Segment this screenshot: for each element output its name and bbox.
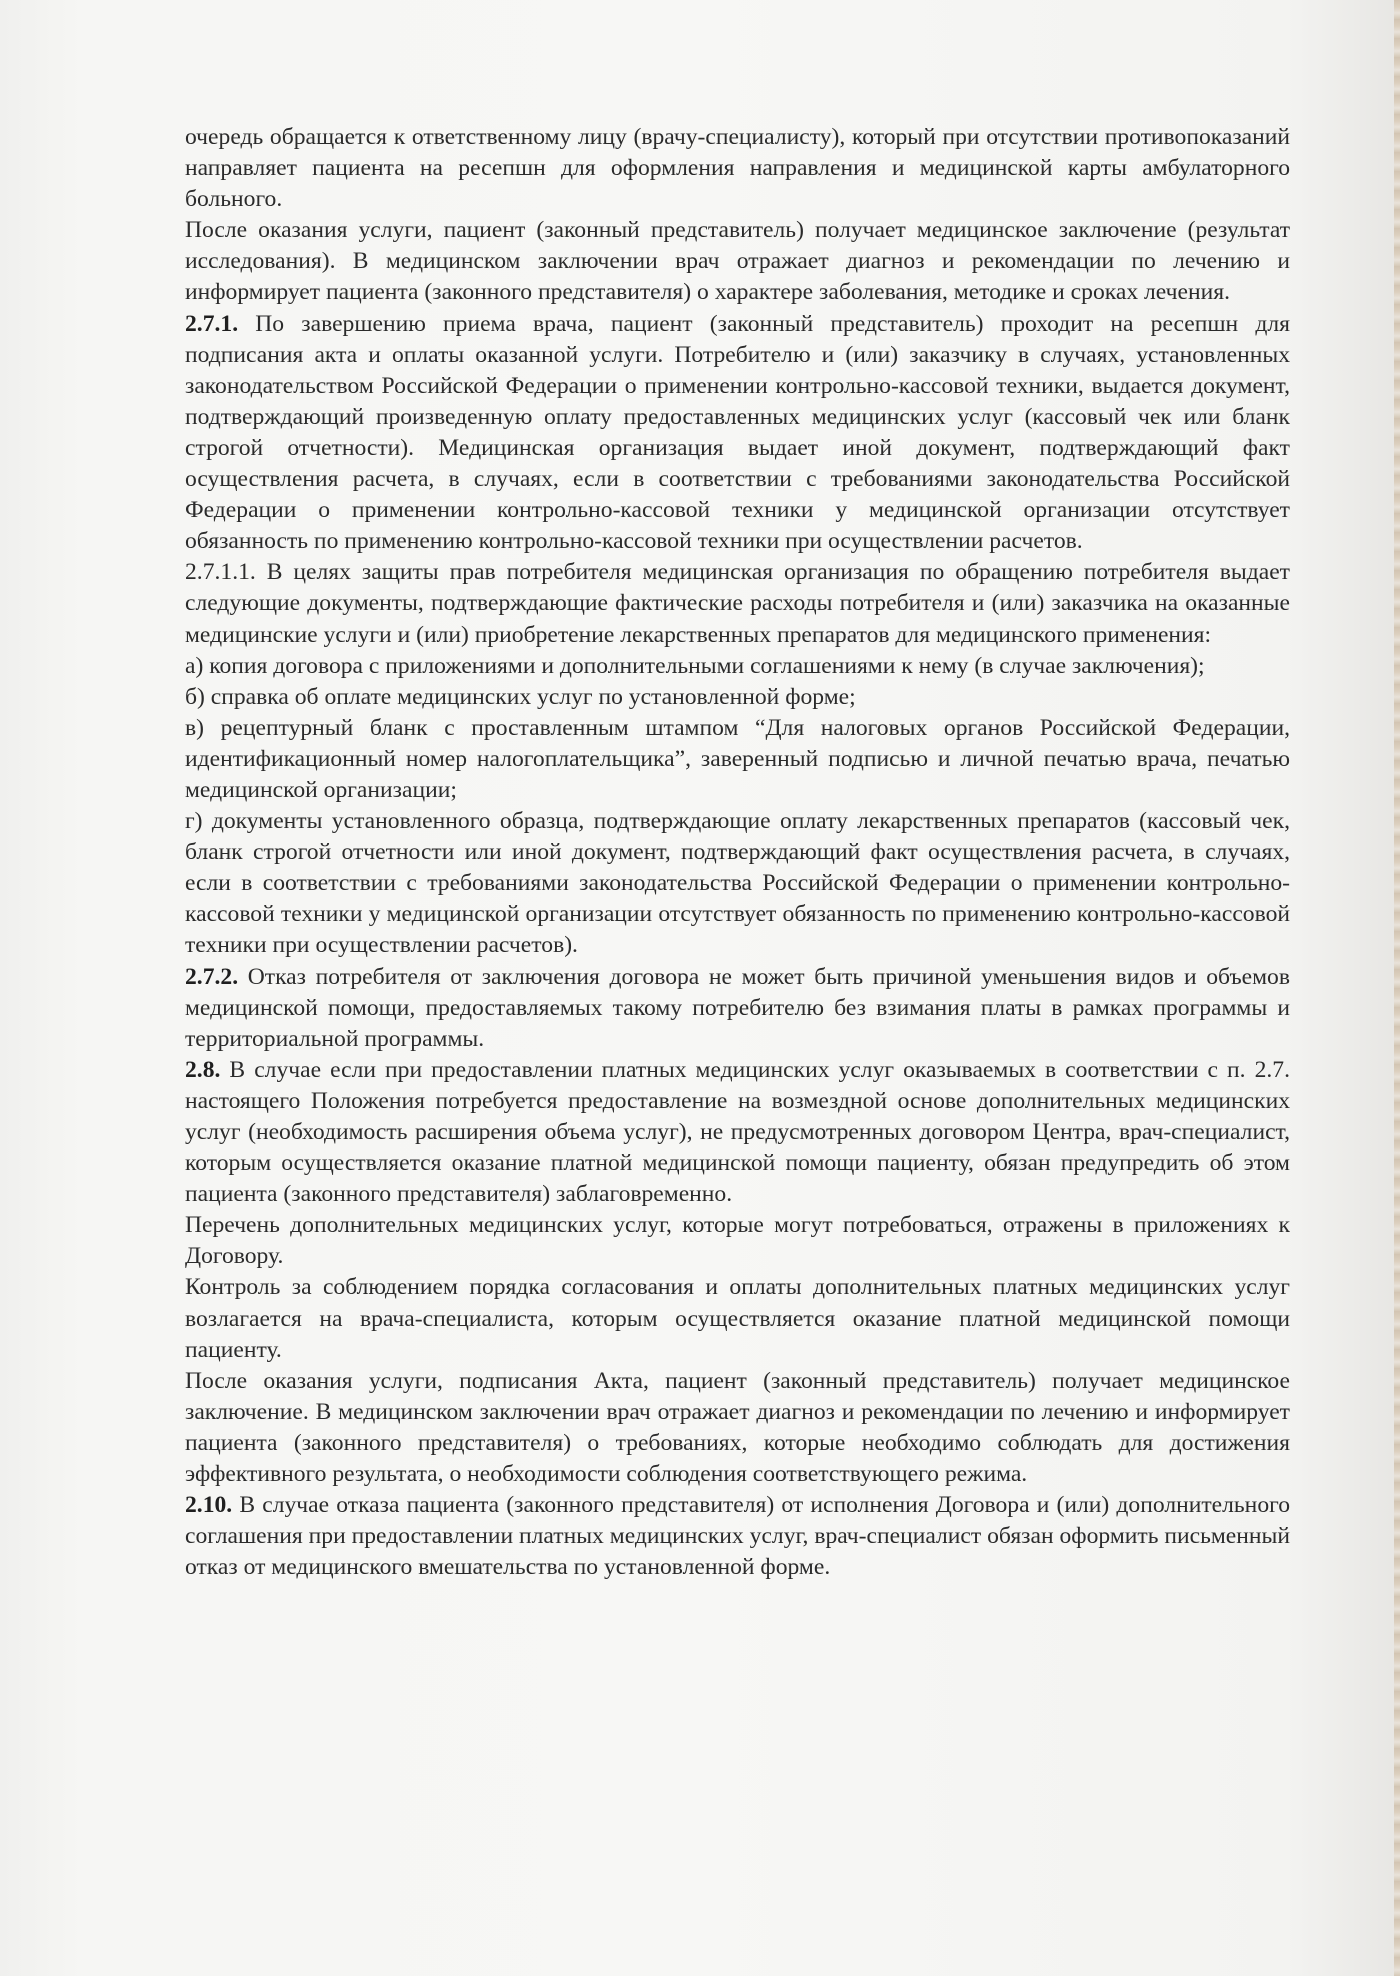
paragraph: После оказания услуги, пациент (законный представитель) получает медицинское заключение (результат исследования). В медицинском заключении врач отражает диагноз и рекомендации по лечению и информирует пациента (законного представителя) о характере заболевания, методике и сроках лечения. <box>185 217 1290 306</box>
page-edge <box>1394 0 1400 1976</box>
paragraph: очередь обращается к ответственному лицу (врачу-специалисту), который при отсутствии противопоказаний направляет пациента на ресепшн для оформления направления и медицинской карты амбулаторного больного. <box>185 124 1290 213</box>
paragraph-2-8: 2.8. В случае если при предоставлении платных медицинских услуг оказываемых в соответствии с п. 2.7. настоящего Положения потребуется предоставление на возмездной основе дополнительных медицинских услуг (необходимость расширения объема услуг), не предусмотренных договором Центра, врач-специалист, которым осуществляется оказание платной медицинской помощи пациенту, обязан предупредить об этом пациента (законного представителя) заблаговременно. <box>185 1056 1290 1208</box>
paragraph-2-7-1: 2.7.1. По завершению приема врача, пациент (законный представитель) проходит на ресепшн для подписания акта и оплаты оказанной услуги. Потребителю и (или) заказчику в случаях, установленных законодательством Российской Федерации о применении контрольно-кассовой техники, выдается документ, подтверждающий произведенную оплату предоставленных медицинских услуг (кассовый чек или бланк строгой отчетности). Медицинская организация выдает иной документ, подтверждающий факт осуществления расчета, в случаях, если в соответствии с требованиями законодательства Российской Федерации о применении контрольно-кассовой техники у медицинской организации отсутствует обязанность по применению контрольно-кассовой техники при осуществлении расчетов. <box>185 310 1290 555</box>
list-item-b: б) справка об оплате медицинских услуг по установленной форме; <box>185 683 856 710</box>
paragraph-2-7-2: 2.7.2. Отказ потребителя от заключения договора не может быть причиной уменьшения видов и объемов медицинской помощи, предоставляемых такому потребителю без взимания платы в рамках программы и территориальной программы. <box>185 963 1290 1052</box>
list-item-v: в) рецептурный бланк с проставленным штампом “Для налоговых органов Российской Федерации, идентификационный номер налогоплательщика”, заверенный подписью и личной печатью врача, печатью медицинской организации; <box>185 714 1290 803</box>
paragraph-2-7-1-1: 2.7.1.1. В целях защиты прав потребителя медицинская организация по обращению потребителя выдает следующие документы, подтверждающие фактические расходы потребителя и (или) заказчика на оказанные медицинские услуги и (или) приобретение лекарственных препаратов для медицинского применения: <box>185 559 1290 648</box>
clause-number: 2.7.2. <box>185 963 239 990</box>
paragraph: Контроль за соблюдением порядка согласования и оплаты дополнительных платных медицинских услуг возлагается на врача-специалиста, которым осуществляется оказание платной медицинской помощи пациенту. <box>185 1274 1290 1363</box>
list-item-a: а) копия договора с приложениями и дополнительными соглашениями к нему (в случае заключения); <box>185 652 1205 679</box>
document-body <box>185 122 1290 1583</box>
list-item-g: г) документы установленного образца, подтверждающие оплату лекарственных препаратов (кассовый чек, бланк строгой отчетности или иной документ, подтверждающий факт осуществления расчета, в случаях, если в соответствии с требованиями законодательства Российской Федерации о применении контрольно-кассовой техники у медицинской организации отсутствует обязанность по применению контрольно-кассовой техники при осуществлении расчетов). <box>185 808 1290 959</box>
clause-number: 2.10. <box>185 1492 233 1519</box>
clause-number: 2.8. <box>185 1056 221 1083</box>
paragraph-2-10: 2.10. В случае отказа пациента (законного представителя) от исполнения Договора и (или) дополнительного соглашения при предоставлении платных медицинских услуг, врач-специалист обязан оформить письменный отказ от медицинского вмешательства по установленной форме. <box>185 1492 1290 1581</box>
paragraph: После оказания услуги, подписания Акта, пациент (законный представитель) получает медицинское заключение. В медицинском заключении врач отражает диагноз и рекомендации по лечению и информирует пациента (законного представителя) о требованиях, которые необходимо соблюдать для достижения эффективного результата, о необходимости соблюдения соответствующего режима. <box>185 1367 1290 1488</box>
clause-number: 2.7.1. <box>185 310 239 337</box>
paragraph: Перечень дополнительных медицинских услуг, которые могут потребоваться, отражены в приложениях к Договору. <box>185 1212 1290 1270</box>
